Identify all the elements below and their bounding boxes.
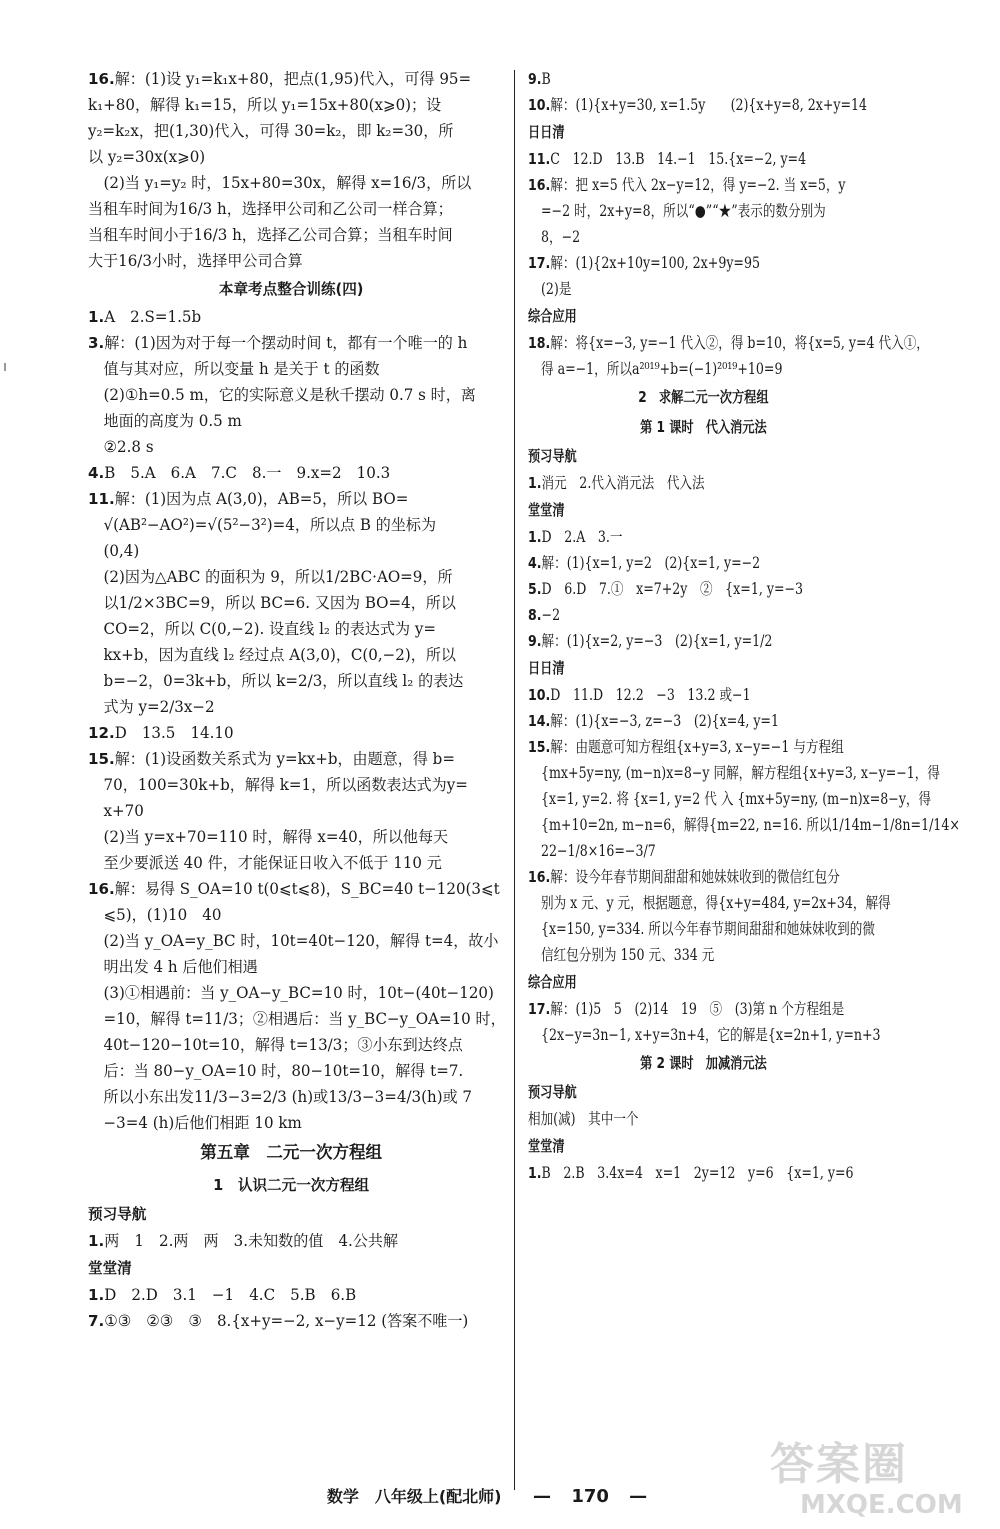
left-column-line: 16.解：易得 S_OA=10 t(0⩽t⩽8)，S_BC=40 t−120(3⩽t	[88, 880, 500, 898]
footer-dash-left: —	[533, 1486, 552, 1507]
right-column-line: 堂堂清	[528, 1137, 565, 1155]
right-column-line: {mx+5y=ny, (m−n)x=8−y 同解，解方程组{x+y=3, x−y=−1，得	[540, 764, 940, 782]
left-column-line: 后：当 80−y_OA=10 时，80−10t=10，解得 t=7.	[103, 1062, 464, 1080]
problem-number: 12.	[88, 724, 115, 742]
footer-subject: 数学 八年级上(配北师)	[326, 1487, 502, 1506]
left-column-line: 7.①③ ②③ ③ 8.{x+y=−2, x−y=12 (答案不唯一)	[88, 1312, 469, 1330]
left-column-line: 当租车时间小于16/3 h，选择乙公司合算；当租车时间	[88, 226, 453, 244]
left-column-line: 值与其对应，所以变量 h 是关于 t 的函数	[103, 360, 380, 378]
problem-number: 4.	[88, 464, 105, 482]
left-column-line: 1.两 1 2.两 两 3.未知数的值 4.公共解	[88, 1232, 399, 1250]
left-column-line: 1 认识二元一次方程组	[213, 1176, 370, 1194]
left-column-line: y₂=k₂x，把(1,30)代入，可得 30=k₂，即 k₂=30，所	[88, 122, 454, 140]
right-column-line: 10.解：(1){x+y=30, x=1.5y (2){x+y=8, 2x+y=14	[528, 96, 868, 114]
right-column-line: 综合应用	[528, 307, 577, 325]
right-column-line: 16.解：设今年春节期间甜甜和她妹妹收到的微信红包分	[528, 868, 840, 886]
scan-mark	[4, 363, 6, 371]
left-column-line: 70，100=30k+b，解得 k=1，所以函数表达式为y=	[103, 776, 468, 794]
left-column-line: 预习导航	[88, 1205, 147, 1223]
left-column-line: 以 y₂=30x(x⩾0)	[88, 148, 206, 166]
right-column-line: 预习导航	[528, 1083, 577, 1101]
right-column-line: 1.D 2.A 3.一	[528, 528, 623, 546]
left-column-line: k₁+80，解得 k₁=15，所以 y₁=15x+80(x⩾0)；设	[88, 96, 442, 114]
left-column-line: 地面的高度为 0.5 m	[103, 412, 242, 430]
left-column-line: x+70	[103, 802, 144, 820]
right-column-line: 10.D 11.D 12.2 −3 13.2 或−1	[528, 686, 751, 704]
right-column-line: 第 1 课时 代入消元法	[640, 418, 767, 436]
problem-number: 18.	[528, 334, 551, 352]
watermark-url: MXQE.COM	[800, 1490, 963, 1520]
problem-number: 9.	[528, 632, 542, 650]
right-column-line: {x=150, y=334. 所以今年春节期间甜甜和她妹妹收到的微	[540, 920, 875, 938]
left-column-line: ⩽5)，(1)10 40	[103, 906, 222, 924]
left-column-line: (2)当 y_OA=y_BC 时，10t=40t−120，解得 t=4，故小	[103, 932, 499, 950]
left-column-line: √(AB²−AO²)=√(5²−3²)=4，所以点 B 的坐标为	[103, 516, 437, 534]
right-column-line: 4.解：(1){x=1, y=2 (2){x=1, y=−2	[528, 554, 761, 572]
right-column-line: 日日清	[528, 659, 565, 677]
right-column-line: 15.解：由题意可知方程组{x+y=3, x−y=−1 与方程组	[528, 738, 844, 756]
right-column-line: {x=1, y=2. 将 {x=1, y=2 代 入 {mx+5y=ny, (m−n)x=8−y，得	[540, 790, 932, 808]
problem-number: 16.	[88, 70, 115, 88]
right-column-line: 5.D 6.D 7.① x=7+2y ② {x=1, y=−3	[528, 580, 804, 598]
left-column-line: 式为 y=2/3x−2	[103, 698, 215, 716]
left-column-line: 16.解：(1)设 y₁=k₁x+80，把点(1,95)代入，可得 95=	[88, 70, 472, 88]
problem-number: 16.	[528, 868, 551, 886]
problem-number: 1.	[88, 308, 105, 326]
problem-number: 7.	[88, 1312, 105, 1330]
right-column-line: 综合应用	[528, 973, 577, 991]
right-column-line: 第 2 课时 加减消元法	[640, 1054, 767, 1072]
watermark-logo: 答案圈	[770, 1439, 908, 1490]
right-column-line: {2x−y=3n−1, x+y=3n+4，它的解是{x=2n+1, y=n+3	[540, 1026, 881, 1044]
left-column-line: (0,4)	[103, 542, 140, 560]
left-column-line: 12.D 13.5 14.10	[88, 724, 234, 742]
right-column-line: 2 求解二元一次方程组	[638, 388, 769, 406]
left-column-line: CO=2，所以 C(0,−2). 设直线 l₂ 的表达式为 y=	[103, 620, 437, 638]
problem-number: 3.	[88, 334, 105, 352]
right-column-line: 9.B	[528, 70, 551, 88]
left-column-line: 1.D 2.D 3.1 −1 4.C 5.B 6.B	[88, 1286, 357, 1304]
left-column-line: 1.A 2.S=1.5b	[88, 308, 202, 326]
right-column-line: 1.消元 2.代入消元法 代入法	[528, 474, 705, 492]
problem-number: 1.	[528, 474, 542, 492]
left-column-line: 堂堂清	[88, 1259, 132, 1277]
problem-number: 16.	[528, 176, 551, 194]
left-column-line: 第五章 二元一次方程组	[200, 1143, 383, 1163]
right-column-line: 22−1/8×16=−3/7	[540, 842, 656, 860]
right-column-line: 预习导航	[528, 447, 577, 465]
right-column	[528, 66, 960, 1186]
right-column-line: 17.解：(1){2x+10y=100, 2x+9y=95	[528, 254, 760, 272]
left-column-line: 本章考点整合训练(四)	[218, 280, 364, 298]
right-column-line: {m+10=2n, m−n=6，解得{m=22, n=16. 所以1/14m−1/8n=1/14×	[540, 816, 960, 834]
right-column-line: 1.B 2.B 3.4x=4 x=1 2y=12 y=6 {x=1, y=6	[528, 1164, 854, 1182]
right-column-line: 9.解：(1){x=2, y=−3 (2){x=1, y=1/2	[528, 632, 773, 650]
left-column	[88, 66, 506, 1334]
left-column-line: 至少要派送 40 件，才能保证日收入不低于 110 元	[103, 854, 442, 872]
left-column-line: (2)当 y₁=y₂ 时，15x+80=30x，解得 x=16/3，所以	[103, 174, 472, 192]
left-column-line: 40t−120−10t=10，解得 t=13/3；③小东到达终点	[103, 1036, 463, 1054]
right-column-line: 相加(减) 其中一个	[528, 1110, 639, 1128]
left-column-line: 明出发 4 h 后他们相遇	[103, 958, 258, 976]
left-column-line: b=−2，0=3k+b，所以 k=2/3，所以直线 l₂ 的表达	[103, 672, 464, 690]
problem-number: 15.	[528, 738, 551, 756]
left-column-line: 4.B 5.A 6.A 7.C 8.一 9.x=2 10.3	[88, 464, 391, 482]
problem-number: 4.	[528, 554, 542, 572]
problem-number: 16.	[88, 880, 115, 898]
watermark	[770, 1440, 990, 1522]
left-column-line: 大于16/3小时，选择甲公司合算	[88, 252, 303, 270]
left-column-line: 所以小东出发11/3−3=2/3 (h)或13/3−3=4/3(h)或 7	[103, 1088, 473, 1106]
left-column-line: ②2.8 s	[103, 438, 154, 456]
right-column-line: 17.解：(1)5 5 (2)14 19 ⑤ (3)第 n 个方程组是	[528, 1000, 845, 1018]
left-column-line: 当租车时间为16/3 h，选择甲公司和乙公司一样合算；	[88, 200, 453, 218]
problem-number: 11.	[528, 150, 551, 168]
left-column-line: (2)当 y=x+70=110 时，解得 x=40，所以他每天	[103, 828, 449, 846]
column-divider	[514, 70, 515, 1490]
problem-number: 10.	[528, 96, 551, 114]
left-column-line: −3=4 (h)后他们相距 10 km	[103, 1114, 302, 1132]
right-column-line: 别为 x 元、y 元，根据题意，得{x+y=484, y=2x+34，解得	[540, 894, 891, 912]
left-column-line: (3)①相遇前：当 y_OA−y_BC=10 时，10t−(40t−120)	[103, 984, 494, 1002]
left-column-line: 以1/2×3BC=9，所以 BC=6. 又因为 BO=4，所以	[103, 594, 456, 612]
right-column-line: 11.C 12.D 13.B 14.−1 15.{x=−2, y=4	[528, 150, 807, 168]
left-column-line: (2)①h=0.5 m，它的实际意义是秋千摆动 0.7 s 时，离	[103, 386, 476, 404]
right-column-line: =−2 时，2x+y=8，所以“●”“★”表示的数分别为	[540, 202, 826, 220]
right-column-line: 18.解：将{x=−3, y=−1 代入②，得 b=10，将{x=5, y=4 代入①，	[528, 334, 929, 352]
left-column-line: kx+b，因为直线 l₂ 经过点 A(3,0)，C(0,−2)，所以	[103, 646, 456, 664]
right-column-line: 日日清	[528, 123, 565, 141]
problem-number: 1.	[528, 528, 542, 546]
problem-number: 1.	[88, 1286, 105, 1304]
right-column-line: 8.−2	[528, 606, 561, 624]
problem-number: 10.	[528, 686, 551, 704]
problem-number: 17.	[528, 1000, 551, 1018]
right-column-line: 14.解：(1){x=−3, z=−3 (2){x=4, y=1	[528, 712, 779, 730]
problem-number: 15.	[88, 750, 115, 768]
right-column-line: 16.解：把 x=5 代入 2x−y=12，得 y=−2. 当 x=5，y	[528, 176, 846, 194]
page-number: 170	[571, 1486, 609, 1507]
left-column-line: 3.解：(1)因为对于每一个摆动时间 t，都有一个唯一的 h	[88, 334, 468, 352]
footer-dash-right: —	[629, 1486, 648, 1507]
right-column-line: 得 a=−1，所以a²⁰¹⁹+b=(−1)²⁰¹⁹+10=9	[540, 360, 783, 378]
problem-number: 9.	[528, 70, 542, 88]
left-column-line: =10，解得 t=11/3；②相遇后：当 y_BC−y_OA=10 时，	[103, 1010, 506, 1028]
problem-number: 1.	[88, 1232, 105, 1250]
right-column-line: 8，−2	[540, 228, 581, 246]
right-column-line: (2)是	[540, 280, 572, 298]
problem-number: 1.	[528, 1164, 542, 1182]
problem-number: 14.	[528, 712, 551, 730]
left-column-line: 11.解：(1)因为点 A(3,0)，AB=5，所以 BO=	[88, 490, 409, 508]
right-column-line: 信红包分别为 150 元、334 元	[540, 946, 715, 964]
problem-number: 8.	[528, 606, 542, 624]
left-column-line: (2)因为△ABC 的面积为 9，所以1/2BC·AO=9，所	[103, 568, 453, 586]
problem-number: 5.	[528, 580, 542, 598]
right-column-line: 堂堂清	[528, 501, 565, 519]
left-column-line: 15.解：(1)设函数关系式为 y=kx+b，由题意，得 b=	[88, 750, 455, 768]
problem-number: 11.	[88, 490, 115, 508]
problem-number: 17.	[528, 254, 551, 272]
